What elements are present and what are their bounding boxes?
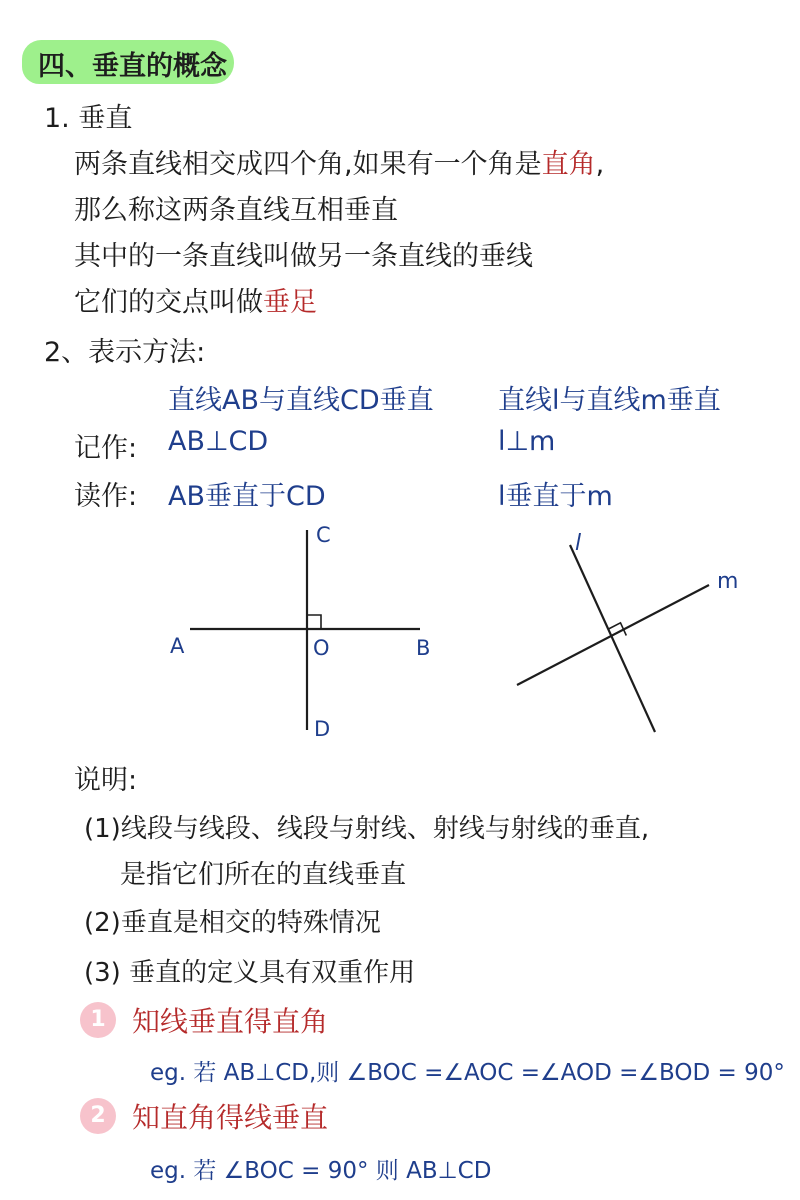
- note-3: (3) 垂直的定义具有双重作用: [84, 958, 416, 988]
- usage-1-example: eg. 若 AB⊥CD,则 ∠BOC =∠AOC =∠AOD =∠BOD = 90°: [150, 1060, 785, 1086]
- definition-line-3: 其中的一条直线叫做另一条直线的垂线: [74, 241, 533, 272]
- usage-1-text: 知线垂直得直角: [132, 1005, 329, 1038]
- label-o: O: [313, 636, 330, 660]
- label-l: l: [575, 531, 582, 556]
- definition-line-1-text: 两条直线相交成四个角,如果有一个角是: [74, 149, 542, 180]
- left-caption: 直线AB与直线CD垂直: [168, 385, 434, 416]
- right-angle-mark-o: [307, 615, 321, 629]
- write-label: 记作:: [74, 433, 138, 464]
- label-m: m: [717, 569, 739, 594]
- right-write: l⊥m: [498, 426, 556, 457]
- label-c: C: [316, 523, 331, 547]
- left-write: AB⊥CD: [168, 426, 269, 457]
- definition-line-4-text: 它们的交点叫做: [74, 287, 263, 318]
- page-title: 四、垂直的概念: [38, 51, 227, 82]
- note-1-line-2: 是指它们所在的直线垂直: [120, 860, 407, 890]
- notes-heading: 说明:: [74, 765, 138, 796]
- left-read: AB垂直于CD: [168, 481, 326, 512]
- perpendicular-diagram-l-m: [505, 520, 765, 740]
- line-l: [570, 545, 655, 732]
- usage-2-text: 知直角得线垂直: [132, 1101, 329, 1134]
- badge-2: 2: [80, 1098, 116, 1134]
- definition-line-4: [74, 280, 317, 319]
- note-1-line-1: (1)线段与线段、线段与射线、射线与射线的垂直,: [84, 814, 650, 844]
- definition-line-1: [74, 142, 604, 181]
- usage-2-example: eg. 若 ∠BOC = 90° 则 AB⊥CD: [150, 1158, 492, 1184]
- right-read: l垂直于m: [498, 481, 613, 512]
- read-label: 读作:: [74, 481, 138, 512]
- definition-line-1-end: ,: [595, 149, 605, 180]
- label-b: B: [416, 636, 431, 660]
- label-a: A: [170, 634, 185, 658]
- note-2: (2)垂直是相交的特殊情况: [84, 908, 381, 938]
- perpendicular-diagram-ab-cd: [150, 515, 450, 750]
- badge-1: 1: [80, 1002, 116, 1038]
- right-caption: 直线l与直线m垂直: [498, 385, 721, 416]
- foot-of-perpendicular-term: 垂足: [263, 287, 317, 318]
- definition-line-2: 那么称这两条直线互相垂直: [74, 195, 398, 226]
- section2-heading: 2、表示方法:: [44, 337, 206, 368]
- section1-heading: 1. 垂直: [44, 103, 133, 134]
- right-angle-term: 直角: [541, 149, 596, 180]
- line-m: [517, 585, 709, 685]
- label-d: D: [314, 717, 331, 741]
